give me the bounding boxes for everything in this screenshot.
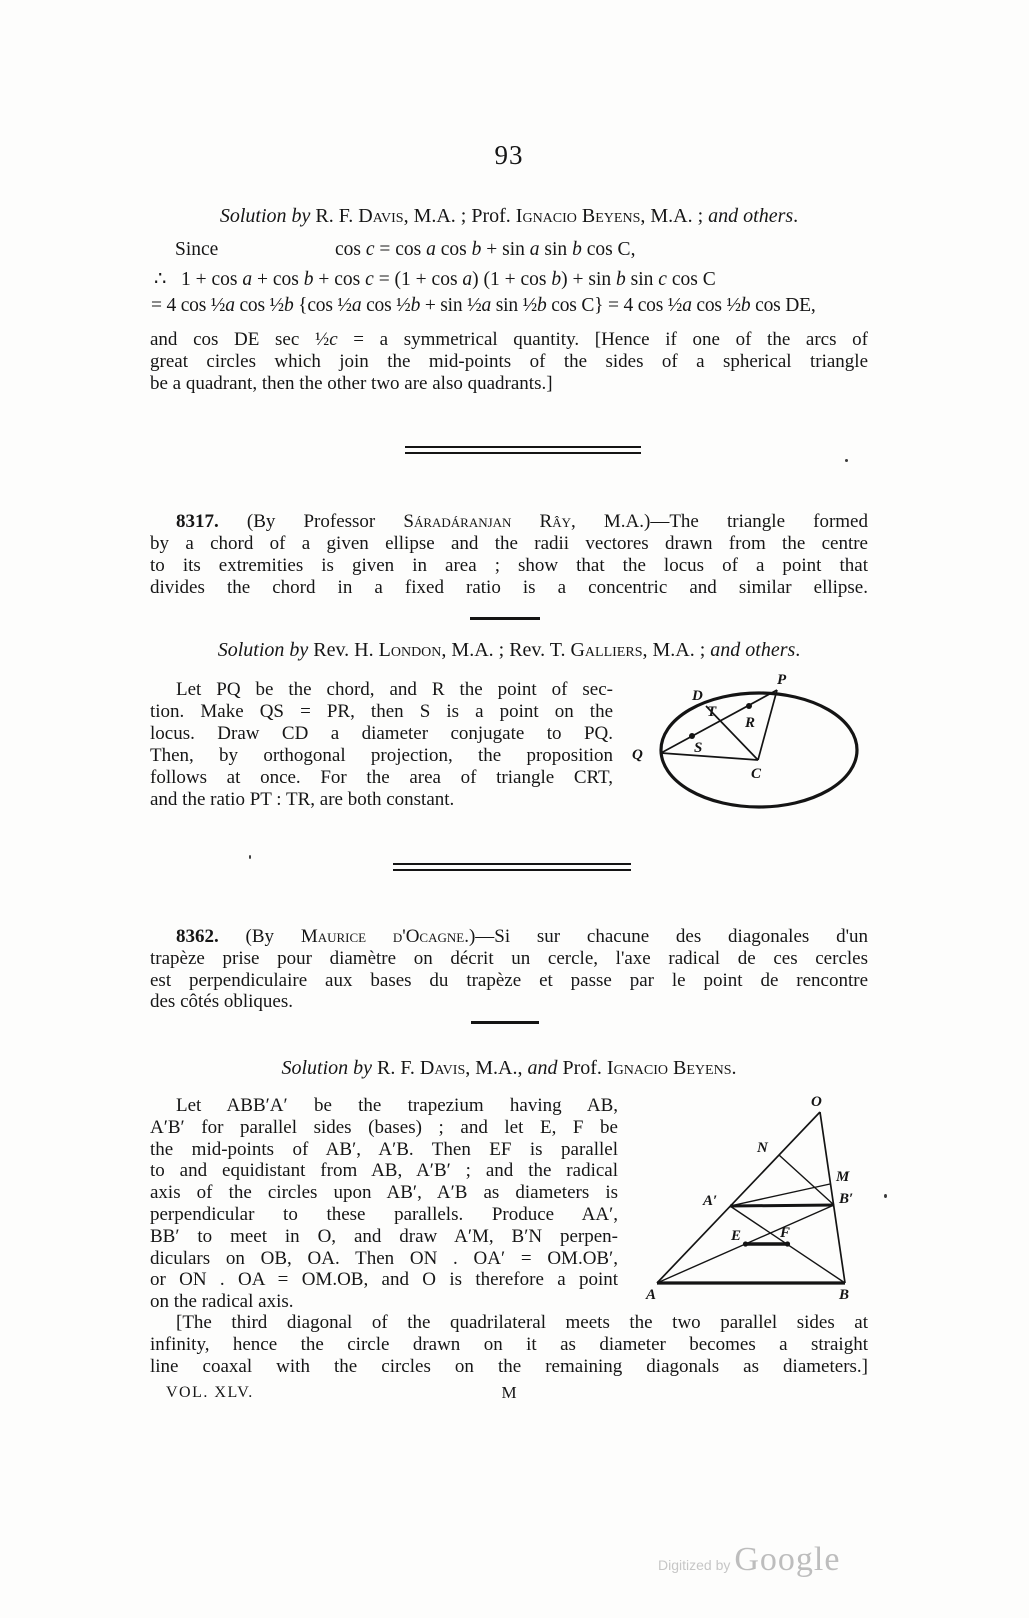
text-line: Let ABB′A′ be the trapezium having AB, — [176, 1095, 618, 1116]
text-line: line coaxal with the circles on the remaining diagonals as diameters.] — [150, 1356, 868, 1377]
point-S-dot — [689, 733, 695, 739]
label-M: M — [836, 1169, 850, 1185]
base-A'B' — [730, 1205, 834, 1206]
label-E: E — [731, 1228, 742, 1244]
label-N: N — [757, 1140, 768, 1156]
text-line: Let PQ be the chord, and R the point of sec- — [176, 679, 613, 700]
label-F: F — [780, 1225, 791, 1241]
text-line: est perpendiculaire aux bases du trapèze et passe par le point de rencontre — [150, 969, 868, 991]
text-line: to its extremities is given in area ; show that the locus of a point that — [150, 555, 868, 576]
solution1-paragraph — [150, 329, 868, 395]
equation1-label: Since — [175, 239, 219, 260]
side-OA — [657, 1112, 820, 1283]
perpendicular-B'N — [779, 1155, 834, 1205]
problem-divider-rule — [470, 617, 540, 620]
printer-signature-mark: M — [501, 1383, 517, 1402]
ellipse-outline — [661, 693, 857, 807]
scan-speck — [249, 855, 251, 859]
text-line: on the radical axis. — [150, 1291, 294, 1313]
label-R: R — [745, 715, 756, 731]
text-line: infinity, hence the circle drawn on it as diameter becomes a straight — [150, 1334, 868, 1355]
label-A-prime: A′ — [703, 1193, 718, 1209]
digitization-watermark — [658, 1541, 840, 1579]
closing-remark-paragraph — [150, 1312, 868, 1378]
label-P: P — [777, 672, 787, 688]
text-line: the mid-points of AB′, A′B. Then EF is parallel — [150, 1138, 618, 1160]
scan-speck — [884, 1194, 887, 1198]
point-R-dot — [746, 703, 752, 709]
text-line: [The third diagonal of the quadrilateral meets the two parallel sides at — [176, 1312, 868, 1333]
text-line: A′B′ for parallel sides (bases) ; and let E, F be — [150, 1116, 618, 1138]
text-line: be a quadrant, then the other two are also quadrants.] — [150, 373, 553, 394]
section-divider-double-rule — [393, 863, 631, 871]
equation1: cos c = cos a cos b + sin a sin b cos C, — [335, 239, 636, 260]
label-T: T — [707, 704, 717, 720]
label-C: C — [751, 766, 762, 782]
radius-CQ — [661, 753, 758, 760]
text-line: great circles which join the mid-points of the sides of a spherical triangle — [150, 351, 868, 372]
watermark-prefix: Digitized by — [658, 1557, 731, 1573]
label-B: B — [839, 1287, 850, 1303]
label-D: D — [692, 688, 703, 704]
text-line: and cos DE sec ½c = a symmetrical quantity. [Hence if one of the arcs of — [150, 329, 868, 350]
text-line: and the ratio PT : TR, are both constant. — [150, 789, 455, 811]
problem-number-line: 8317. (By Professor Sáradáranjan Rây, M.A.)—The triangle formed — [176, 511, 868, 532]
text-line: des côtés obliques. — [150, 991, 294, 1013]
text-line: by a chord of a given ellipse and the radii vectores drawn from the centre — [150, 533, 868, 554]
volume-label: VOL. XLV. — [166, 1384, 254, 1401]
equation2: ∴ 1 + cos a + cos b + cos c = (1 + cos a) (1 + cos b) + sin b sin c cos C — [154, 269, 716, 290]
solution2-heading: Solution by Rev. H. London, M.A. ; Rev. T. Galliers, M.A. ; and others. — [217, 639, 801, 661]
point-E-dot — [743, 1241, 748, 1246]
google-logo: Google — [734, 1541, 841, 1578]
label-Q: Q — [632, 747, 643, 763]
text-line: axis of the circles upon AB′, A′B as diameters is — [150, 1182, 618, 1204]
text-line: to and equidistant from AB, A′B′ ; and the radical — [150, 1160, 618, 1182]
solution1-heading: Solution by R. F. Davis, M.A. ; Prof. Ignacio Beyens, M.A. ; and others. — [219, 205, 799, 227]
text-line: BB′ to meet in O, and draw A′M, B′N perpen- — [150, 1225, 618, 1247]
problem-8317 — [150, 511, 868, 599]
trapezium-radical-axis-figure — [610, 1055, 935, 1305]
problem-number-line: 8362. (By Maurice d'Ocagne.)—Si sur chacune des diagonales d'un — [176, 926, 868, 947]
chord-QP — [661, 690, 777, 753]
label-O: O — [811, 1094, 822, 1110]
solution3-heading: Solution by R. F. Davis, M.A., and Prof. Ignacio Beyens. — [281, 1057, 737, 1079]
ellipse-chord-figure — [618, 648, 918, 820]
radius-CP — [758, 690, 777, 760]
text-line: divides the chord in a fixed ratio is a concentric and similar ellipse. — [150, 577, 868, 598]
equation3: = 4 cos ½a cos ½b {cos ½a cos ½b + sin ½a sin ½b cos C} = 4 cos ½a cos ½b cos DE, — [151, 295, 816, 316]
text-line: perpendicular to these parallels. Produce AA′, — [150, 1203, 618, 1225]
text-line: follows at once. For the area of triangle CRT, — [150, 767, 613, 789]
point-F-dot — [785, 1241, 790, 1246]
text-line: Then, by orthogonal projection, the proposition — [150, 745, 613, 767]
label-A: A — [646, 1287, 657, 1303]
text-line: or ON . OA = OM.OB, and O is therefore a point — [150, 1269, 618, 1291]
scan-speck — [845, 459, 848, 462]
problem-divider-rule — [471, 1021, 539, 1024]
problem-8362 — [150, 926, 868, 1013]
solution2-paragraph — [150, 679, 613, 812]
text-line: diculars on OB, OA. Then ON . OA′ = OM.OB′, — [150, 1247, 618, 1269]
label-S: S — [694, 740, 703, 756]
text-line: locus. Draw CD a diameter conjugate to PQ. — [150, 723, 613, 745]
text-line: tion. Make QS = PR, then S is a point on the — [150, 701, 613, 723]
label-B-prime: B′ — [839, 1191, 854, 1207]
text-line: trapèze prise pour diamètre on décrit un cercle, l'axe radical de ces cercles — [150, 947, 868, 969]
section-divider-double-rule — [405, 446, 641, 454]
page-number: 93 — [494, 140, 524, 170]
solution3-paragraph — [150, 1095, 618, 1313]
